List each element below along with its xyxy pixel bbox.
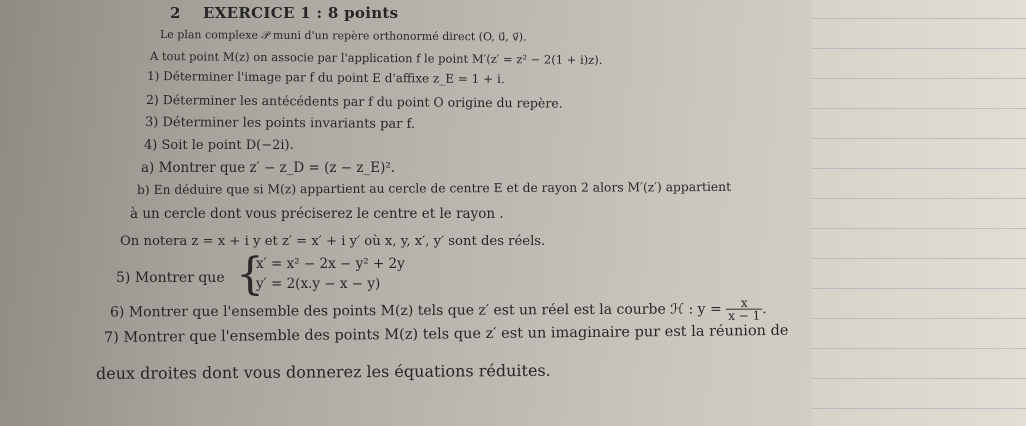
question-4: 4) Soit le point D(−2i). — [144, 138, 294, 153]
fraction-denominator: x − 1 — [728, 308, 761, 323]
fraction-numerator: x — [726, 297, 762, 310]
question-2: 2) Déterminer les antécédents par f du point O origine du repère. — [145, 92, 563, 111]
intro-line-plane: Le plan complexe 𝒫 muni d'un repère orthonormé direct (O, u⃗, v⃗). — [159, 28, 527, 44]
intro-line-application: A tout point M(z) on associe par l'application f le point M′(z′ = z² − 2(1 + i)z). — [149, 49, 603, 67]
exercise-number: 2 — [170, 4, 181, 22]
notebook-page-edge — [812, 0, 1026, 426]
notation-line: On notera z = x + i y et z′ = x′ + i y′ où x, y, x′, y′ sont des réels. — [120, 234, 546, 249]
system-brace: { — [236, 249, 264, 300]
question-5-label: 5) Montrer que — [116, 270, 225, 286]
question-7: 7) Montrer que l'ensemble des points M(z) tels que z′ est un imaginaire pur est la réunion de — [103, 322, 789, 346]
exercise-title: EXERCICE 1 : 8 points — [203, 4, 399, 22]
question-7-continuation: deux droites dont vous donnerez les équations réduites. — [95, 360, 551, 383]
question-4b: b) En déduire que si M(z) appartient au cercle de centre E et de rayon 2 alors M′(z′) appartient — [136, 179, 732, 197]
curve-fraction — [726, 297, 762, 322]
question-5-equation-2: y′ = 2(x.y − x − y) — [256, 276, 381, 292]
question-6-text: 6) Montrer que l'ensemble des points M(z) tels que z′ est un réel est la courbe ℋ : y = — [109, 301, 722, 321]
question-1: 1) Déterminer l'image par f du point E d'affixe z_E = 1 + i. — [146, 69, 505, 87]
question-4a: a) Montrer que z′ − z_D = (z − z_E)². — [141, 160, 396, 176]
question-4b-continuation: à un cercle dont vous préciserez le centre et le rayon . — [130, 206, 504, 222]
question-5-equation-1: x′ = x² − 2x − y² + 2y — [256, 256, 405, 272]
question-6-end: . — [762, 301, 767, 318]
question-6 — [110, 297, 767, 325]
question-3: 3) Déterminer les points invariants par f. — [144, 115, 416, 132]
